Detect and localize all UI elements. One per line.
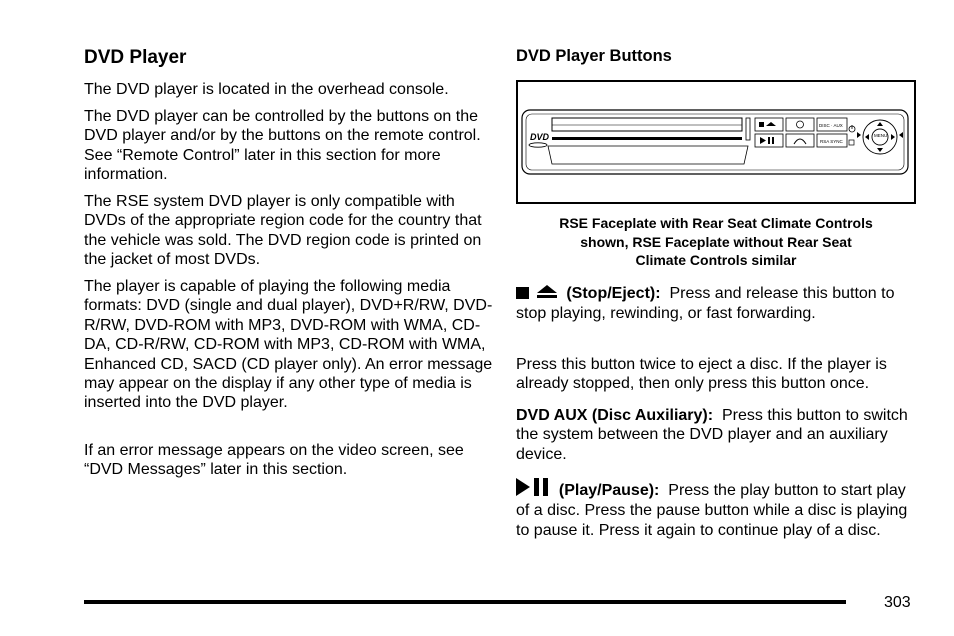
stop-eject-label: (Stop/Eject): <box>566 285 661 302</box>
paragraph-controls: The DVD player can be controlled by the buttons on the DVD player and/or by the buttons on the remote control. See “Remote Control” later in this section for more information. <box>84 108 481 184</box>
eject-icon <box>537 285 557 304</box>
disc-aux-button[interactable] <box>817 118 847 131</box>
power-icon[interactable] <box>849 125 855 145</box>
stop-eject-button[interactable] <box>755 118 783 131</box>
headphone-button[interactable] <box>786 134 814 147</box>
nav-right-icon[interactable] <box>891 134 895 140</box>
paragraph-location: The DVD player is located in the overhead console. <box>84 81 449 98</box>
rsa-sync-button[interactable] <box>817 134 847 147</box>
arrow-left-icon <box>857 132 861 138</box>
play-pause-paragraph <box>516 478 922 540</box>
footer-rule <box>84 600 846 604</box>
dvd-logo <box>529 132 550 147</box>
navigation-pad[interactable] <box>857 120 903 154</box>
section-title: DVD Player <box>84 47 187 68</box>
stop-icon <box>516 285 529 304</box>
play-pause-label: (Play/Pause): <box>558 482 660 499</box>
disc-slot <box>552 118 750 140</box>
paragraph-error-message: If an error message appears on the video screen, see “DVD Messages” later in this section. <box>84 442 464 479</box>
play-pause-text: Press the play button to start play of a disc. Press the pause button while a disc is playing to pause it. Press it again to continue play of a disc. <box>516 482 908 539</box>
dvd-faceplate-figure <box>516 80 916 204</box>
paragraph-media-formats: The player is capable of playing the following media formats: DVD (single and dual player), DVD+R/RW, DVD-R/RW, DVD-ROM with MP3, DVD-ROM with WMA, CD-DA, CD-R/RW, CD-ROM with MP3, CD-ROM with WMA, Enhanced CD, SACD (CD player only). An error message may appear on the display if any other type of media is inserted into the DVD player. <box>84 278 493 412</box>
nav-down-icon[interactable] <box>877 148 883 152</box>
dvd-aux-label: DVD AUX (Disc Auxiliary): <box>516 407 714 424</box>
svg-text:DISC · AUX: DISC · AUX <box>819 123 843 128</box>
climate-fan-button[interactable] <box>786 118 814 131</box>
stop-eject-paragraph <box>516 284 922 324</box>
arrow-right-icon <box>899 132 903 138</box>
subsection-title: DVD Player Buttons <box>516 47 672 65</box>
paragraph-region-code: The RSE system DVD player is only compatible with DVDs of the appropriate region code for the country that the vehicle was sold. The DVD region code is printed on the jacket of most DVDs. <box>84 193 482 269</box>
dvd-aux-text: Press this button to switch the system between the DVD player and an auxiliary device. <box>516 407 908 463</box>
play-pause-icon <box>516 478 550 501</box>
play-pause-button[interactable] <box>755 134 783 147</box>
dvd-faceplate-illustration <box>518 82 914 202</box>
nav-left-icon[interactable] <box>865 134 869 140</box>
stop-eject-text: Press and release this button to stop playing, rewinding, or fast forwarding. <box>516 285 895 323</box>
eject-note-paragraph: Press this button twice to eject a disc. If the player is already stopped, then only press this button once. <box>516 356 887 393</box>
nav-up-icon[interactable] <box>877 122 883 126</box>
svg-text:MENU: MENU <box>874 133 888 138</box>
figure-caption: RSE Faceplate with Rear Seat Climate Controls shown, RSE Faceplate without Rear Seat Climate Controls similar <box>559 215 873 268</box>
dvd-aux-paragraph <box>516 406 922 464</box>
svg-text:RSA SYNC: RSA SYNC <box>820 139 843 144</box>
page-number: 303 <box>884 594 911 611</box>
svg-text:DVD: DVD <box>530 132 550 142</box>
